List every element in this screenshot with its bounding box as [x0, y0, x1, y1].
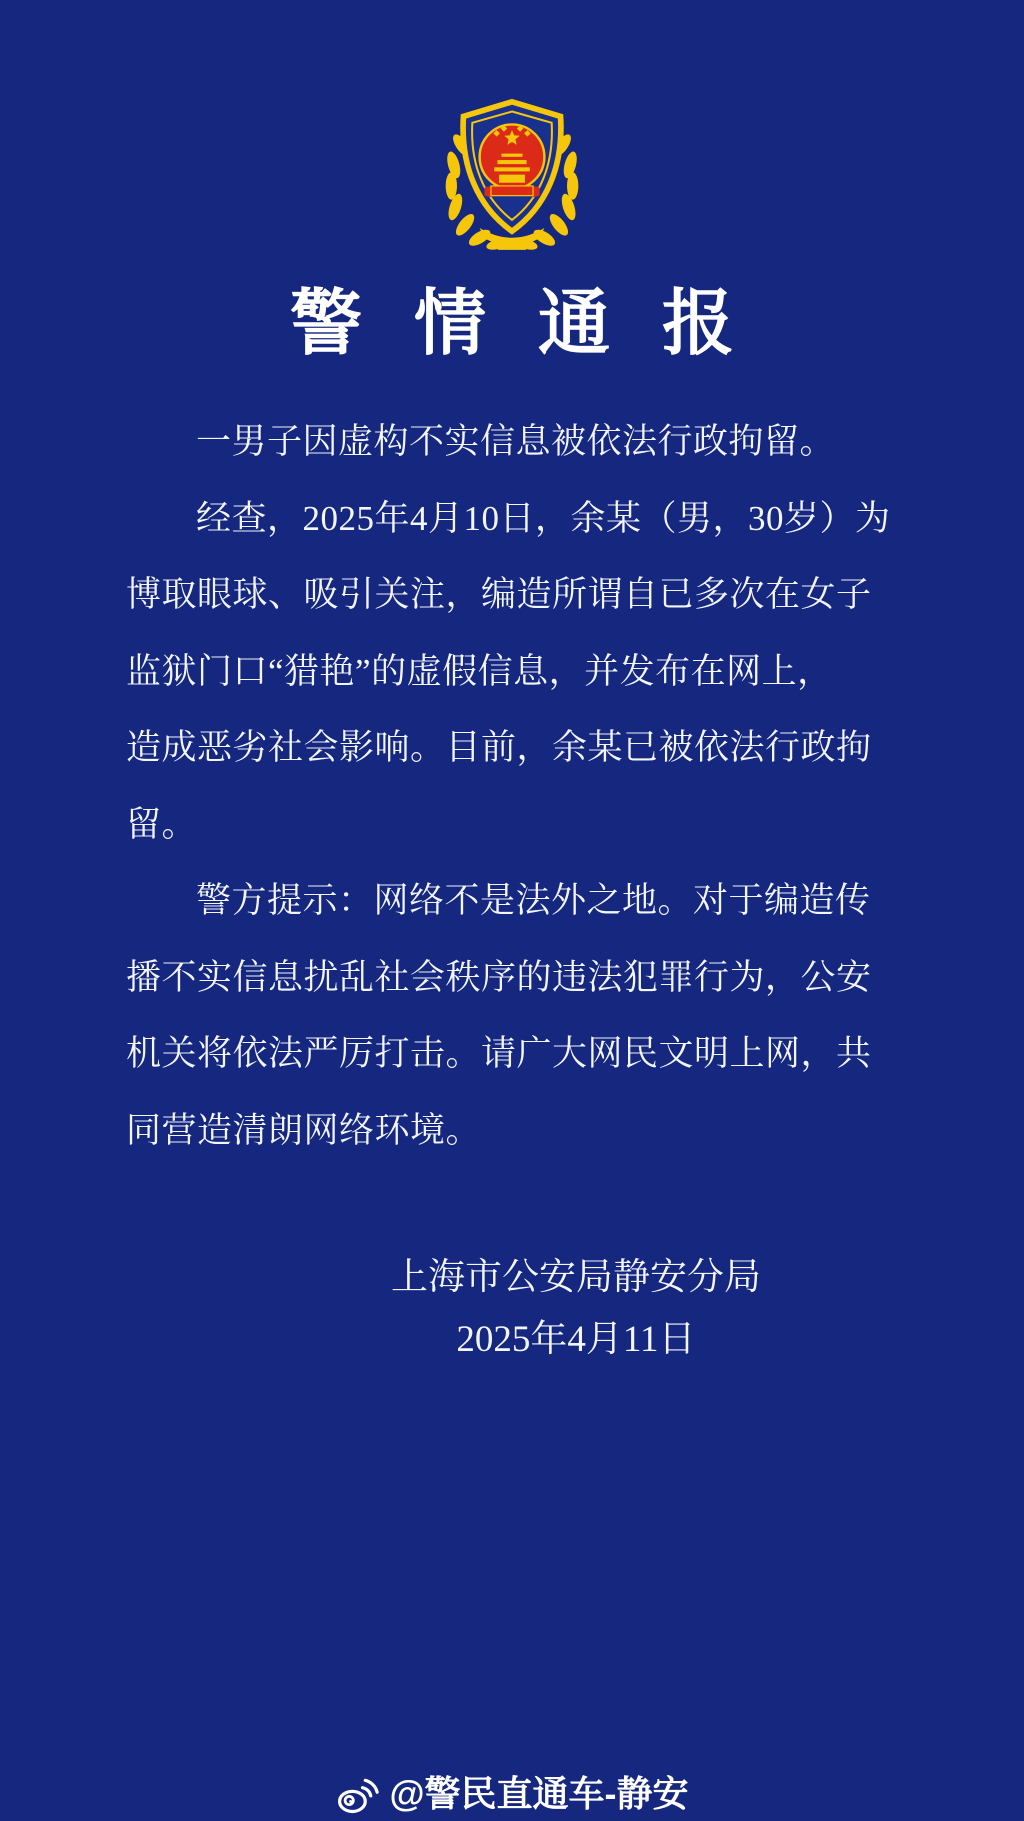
- body-line: 播不实信息扰乱社会秩序的违法犯罪行为，公安: [126, 957, 872, 997]
- body-line: 造成恶劣社会影响。目前，余某已被依法行政拘: [126, 728, 872, 767]
- national-emblem-icon: [480, 124, 545, 197]
- footer-watermark: [0, 1766, 1024, 1817]
- body-line: 监狱门口“猎艳”的虚假信息，并发布在网上，: [126, 651, 833, 691]
- police-badge-icon: [423, 92, 601, 254]
- weibo-icon: [335, 1773, 379, 1817]
- body-line: 警方提示：网络不是法外之地。对于编造传: [196, 881, 871, 920]
- weibo-handle: @警民直通车-静安: [389, 1773, 689, 1814]
- body-line: 博取眼球、吸引关注，编造所谓自已多次在女子: [126, 575, 872, 614]
- signature-date: 2025年4月11日: [456, 1319, 696, 1360]
- notice-title: 警情通报: [289, 284, 786, 364]
- body-line: 机关将依法严厉打击。请广大网民文明上网，共: [126, 1034, 872, 1073]
- body-line: 留。: [126, 804, 198, 844]
- notice-body: [0, 404, 1024, 1169]
- body-line: 经查，2025年4月10日，余某（男，30岁）为: [196, 498, 891, 538]
- body-line: 一男子因虚构不实信息被依法行政拘留。: [196, 422, 836, 461]
- signature-agency: 上海市公安局静安分局: [391, 1257, 761, 1298]
- body-line: 同营造清朗网络环境。: [126, 1110, 482, 1150]
- signature-block: [391, 1247, 761, 1371]
- emblem-container: [0, 0, 1024, 254]
